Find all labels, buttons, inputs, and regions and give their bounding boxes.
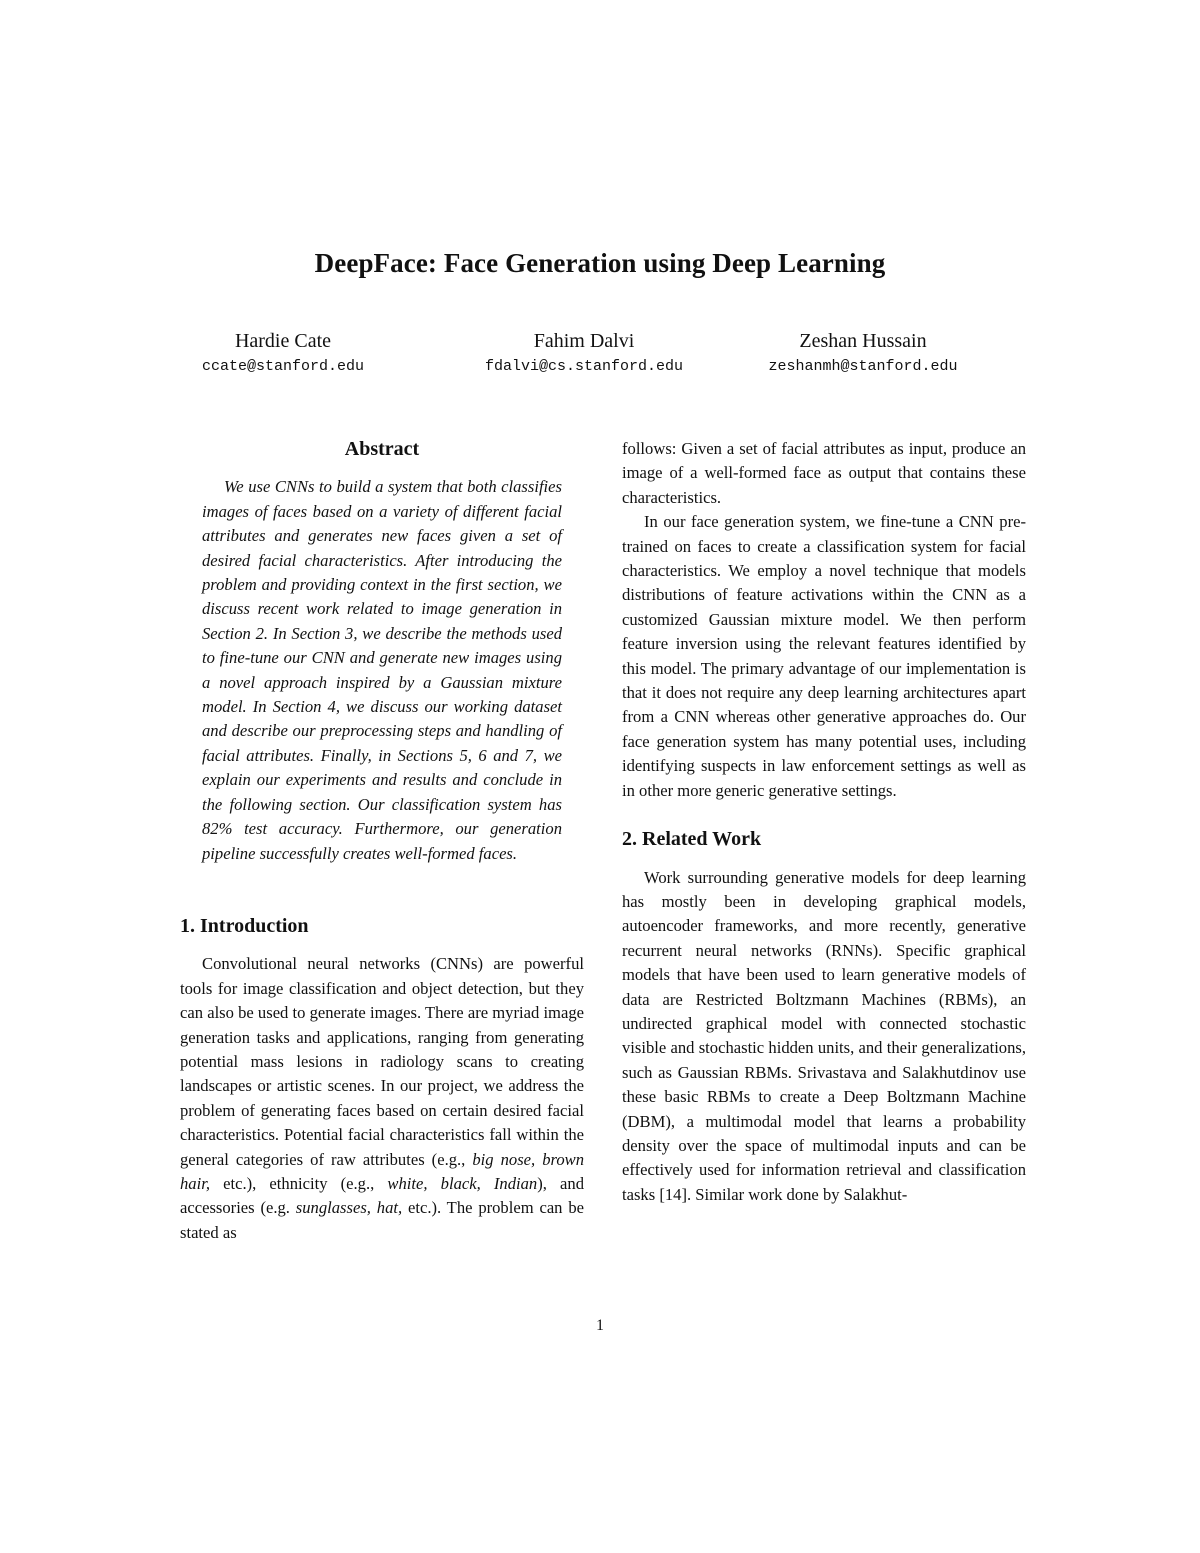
intro-text: etc.), ethnicity (e.g., bbox=[209, 1173, 388, 1193]
author-block-1 bbox=[133, 328, 433, 380]
section-heading-related-work: 2. Related Work bbox=[622, 828, 762, 851]
intro-italic-accessories: sunglasses, hat, bbox=[295, 1198, 403, 1218]
abstract-text: We use CNNs to build a system that both classifies images of faces based on a variety of different facial attributes and generates new faces given a set of desired facial characteristics. After introducing the problem and providing context in the first section, we discuss recent work related to image generation in Section 2. In Section 3, we describe the methods used to fine-tune our CNN and generate new images using a novel approach inspired by a Gaussian mixture model. In Section 4, we discuss our working dataset and describe our preprocessing steps and handling of facial attributes. Finally, in Sections 5, 6 and 7, we explain our experiments and results and conclude in the following section. Our classification system has 82% test accuracy. Furthermore, our generation pipeline successfully creates well-formed faces. bbox=[202, 477, 562, 863]
abstract-heading: Abstract bbox=[344, 438, 420, 460]
paper-title: DeepFace: Face Generation using Deep Learning bbox=[314, 248, 886, 278]
author-name: Fahim Dalvi bbox=[533, 330, 635, 352]
intro-italic-ethnicity: white, black, Indian bbox=[387, 1173, 538, 1193]
author-email: fdalvi@cs.stanford.edu bbox=[484, 358, 684, 375]
introduction-paragraph-2: In our face generation system, we fine-tune a CNN pre-trained on faces to create a classification system for facial characteristics. We employ a novel technique that models distributions of feature activations within the CNN as a customized Gaussian mixture model. We then perform feature inversion using the relevant features identified by this model. The primary advantage of our implementation is that it does not require any deep learning architectures apart from a CNN whereas other generative approaches do. Our face generation system has many potential uses, including identifying suspects in law enforcement settings as well as in other more generic generative settings. bbox=[622, 512, 1026, 800]
intro-italic-attributes: big nose, brown hair, bbox=[180, 1149, 584, 1193]
intro-text: Convolutional neural networks (CNNs) are powerful tools for image classification and object detection, but they can also be used to generate images. There are myriad image generation tasks and applications, ranging from generating potential mass lesions in radiology scans to creating landscapes or artistic scenes. In our project, we address the problem of generating faces based on certain desired facial characteristics. Potential facial characteristics fall within the general categories of raw attributes (e.g., bbox=[180, 954, 584, 1169]
author-name: Hardie Cate bbox=[234, 330, 332, 352]
author-email: zeshanmh@stanford.edu bbox=[768, 358, 958, 375]
author-email: ccate@stanford.edu bbox=[201, 358, 365, 375]
right-column bbox=[622, 437, 1026, 1207]
intro-text: etc.). The problem can be stated as bbox=[180, 1198, 584, 1242]
left-column bbox=[180, 437, 584, 1245]
related-work-paragraph-1: Work surrounding generative models for deep learning has mostly been in developing graphical models, autoencoder frameworks, and more recently, generative recurrent neural networks (RNNs). Specific graphical models that have been used to learn generative models of data are Restricted Boltzmann Machines (RBMs), an undirected graphical model with connected stochastic visible and stochastic hidden units, and their generalizations, such as Gaussian RBMs. Srivastava and Salakhutdinov use these basic RBMs to create a Deep Boltzmann Machine (DBM), a multimodal model that learns a probability density over the space of multimodal inputs and can be effectively used for information retrieval and classification tasks [14]. Similar work done by Salakhut- bbox=[622, 867, 1026, 1204]
author-name: Zeshan Hussain bbox=[799, 330, 927, 352]
introduction-paragraph-1 bbox=[180, 952, 584, 1245]
intro-text: ), and accessories (e.g. bbox=[180, 1173, 584, 1218]
section-heading-introduction: 1. Introduction bbox=[180, 914, 309, 937]
page-number: 1 bbox=[596, 1317, 604, 1334]
author-block-2 bbox=[434, 328, 734, 380]
author-block-3 bbox=[713, 328, 1013, 380]
introduction-paragraph-1-continued: follows: Given a set of facial attributes as input, produce an image of a well-formed face as output that contains these characteristics. bbox=[622, 439, 1026, 507]
